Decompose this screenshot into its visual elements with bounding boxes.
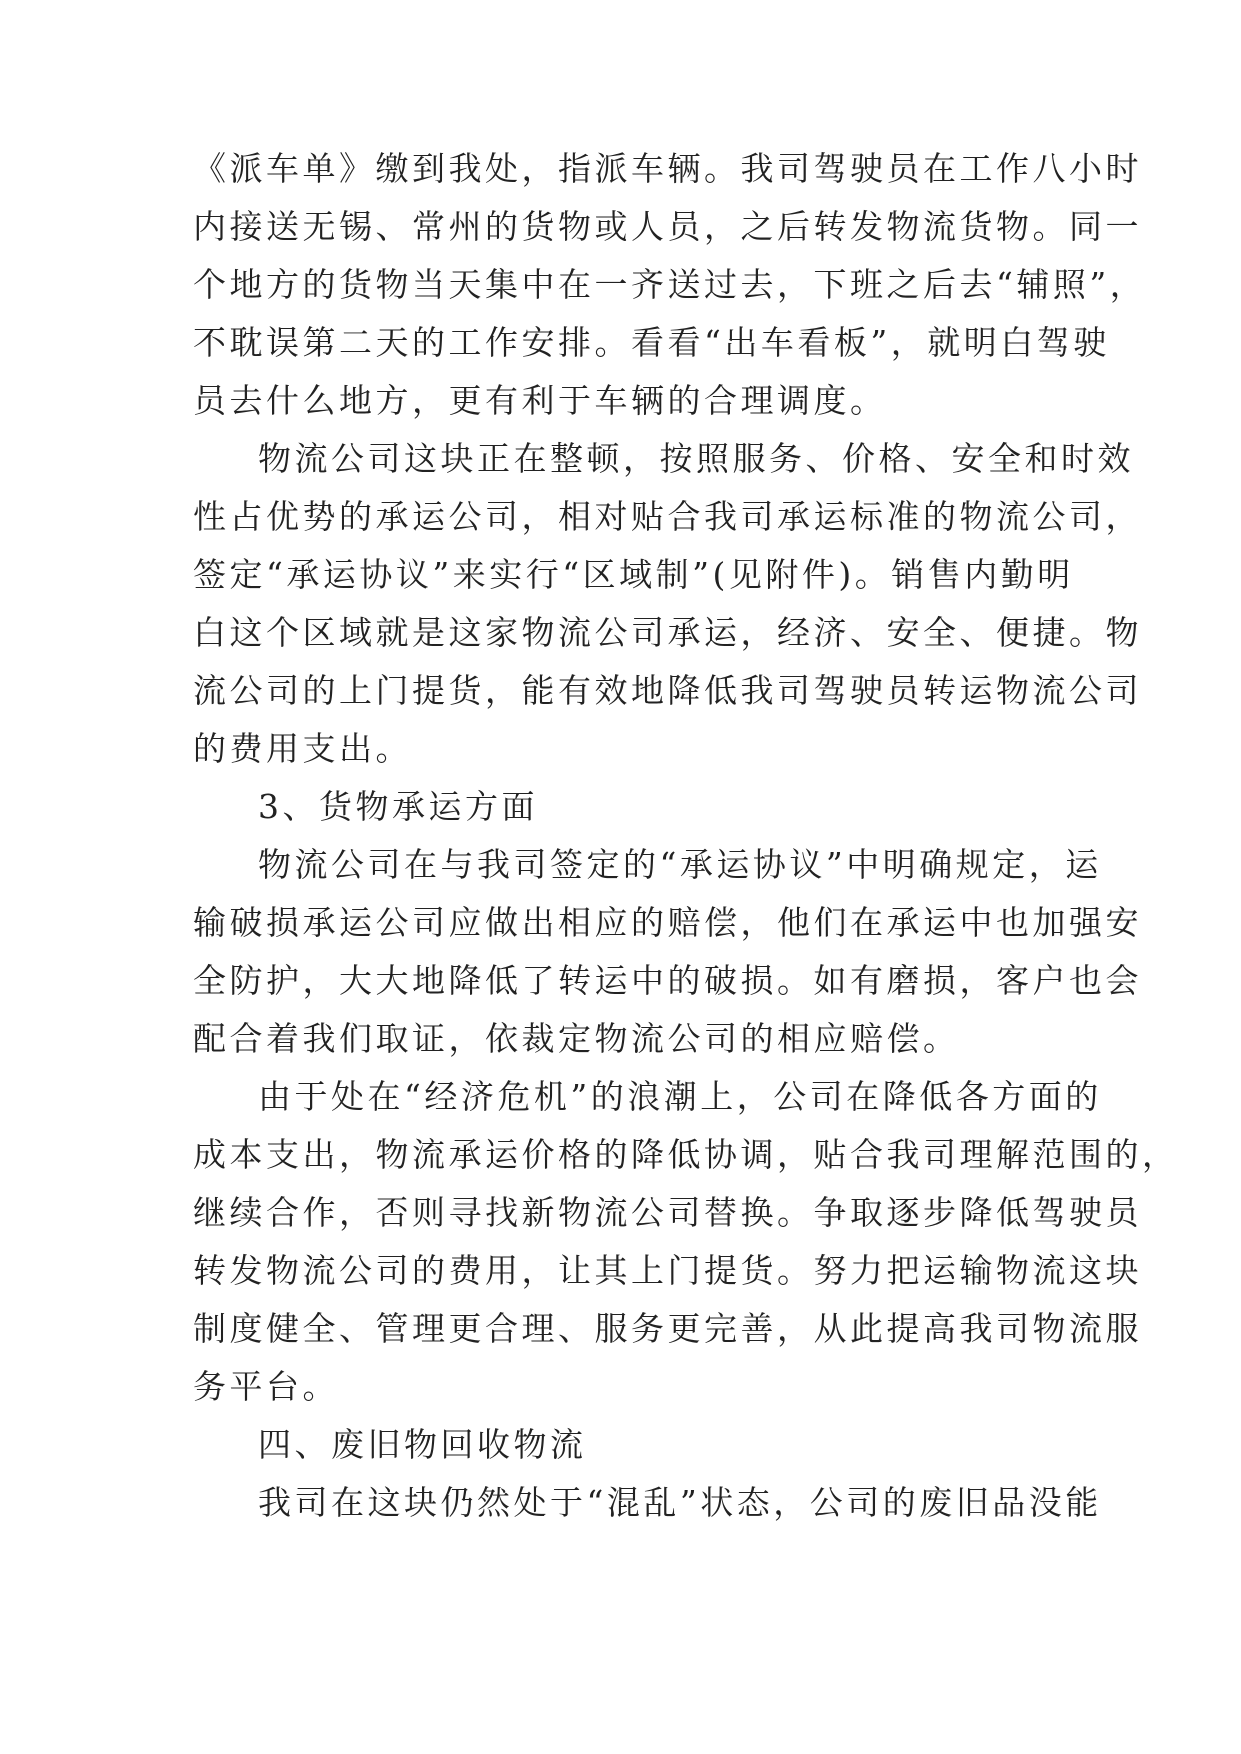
- text-line: 签定“承运协议”来实行“区域制”(见附件)。销售内勤明: [193, 555, 1074, 594]
- text-line: 《派车单》缴到我处，指派车辆。我司驾驶员在工作八小时: [193, 149, 1142, 188]
- text-line: 转发物流公司的费用，让其上门提货。努力把运输物流这块: [193, 1251, 1142, 1290]
- text-line: 制度健全、管理更合理、服务更完善，从此提高我司物流服: [193, 1309, 1142, 1348]
- section-heading: 3、货物承运方面: [258, 787, 538, 826]
- text-line: 流公司的上门提货，能有效地降低我司驾驶员转运物流公司: [193, 671, 1142, 710]
- text-line: 不耽误第二天的工作安排。看看“出车看板”，就明白驾驶: [193, 323, 1110, 362]
- paragraph-first-line: 物流公司在与我司签定的“承运协议”中明确规定，运: [258, 845, 1102, 884]
- text-line: 白这个区域就是这家物流公司承运，经济、安全、便捷。物: [193, 613, 1142, 652]
- paragraph-first-line: 我司在这块仍然处于“混乱”状态，公司的废旧品没能: [258, 1483, 1102, 1522]
- paragraph-first-line: 由于处在“经济危机”的浪潮上，公司在降低各方面的: [258, 1077, 1102, 1116]
- text-line: 配合着我们取证，依裁定物流公司的相应赔偿。: [193, 1019, 960, 1058]
- text-line: 继续合作，否则寻找新物流公司替换。争取逐步降低驾驶员: [193, 1193, 1142, 1232]
- text-line: 个地方的货物当天集中在一齐送过去，下班之后去“辅照”，: [193, 265, 1147, 304]
- text-line: 全防护，大大地降低了转运中的破损。如有磨损，客户也会: [193, 961, 1142, 1000]
- text-line: 员去什么地方，更有利于车辆的合理调度。: [193, 381, 887, 420]
- text-line: 性占优势的承运公司，相对贴合我司承运标准的物流公司，: [193, 497, 1142, 536]
- text-line: 输破损承运公司应做出相应的赔偿，他们在承运中也加强安: [193, 903, 1142, 942]
- text-line: 内接送无锡、常州的货物或人员，之后转发物流货物。同一: [193, 207, 1142, 246]
- section-heading: 四、废旧物回收物流: [258, 1425, 587, 1464]
- text-line: 务平台。: [193, 1367, 339, 1406]
- text-line: 成本支出，物流承运价格的降低协调，贴合我司理解范围的，: [193, 1135, 1179, 1174]
- paragraph-first-line: 物流公司这块正在整顿，按照服务、价格、安全和时效: [258, 439, 1134, 478]
- text-line: 的费用支出。: [193, 729, 412, 768]
